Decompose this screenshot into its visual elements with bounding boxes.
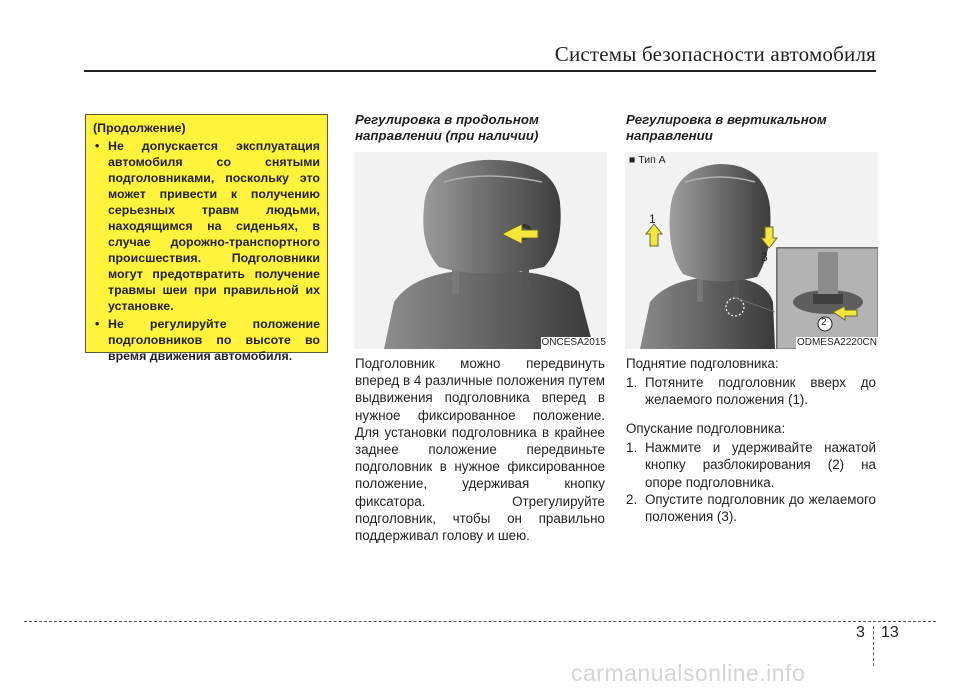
forward-heading: Регулировка в продольном направлении (при наличии) <box>355 112 539 143</box>
vertical-heading: Регулировка в вертикальном направлении <box>626 112 827 143</box>
figure-forward-adjust <box>354 152 607 349</box>
header-rule <box>84 70 876 72</box>
raise-section <box>626 355 876 409</box>
callout-1: 1 <box>649 212 656 226</box>
headrest-forward-illustration <box>354 152 607 349</box>
step-number: 2. <box>626 491 638 507</box>
lower-title: Опускание подголовника: <box>626 421 786 436</box>
figure-type-label: ■ Тип A <box>629 154 666 166</box>
figure-code: ONCESA2015 <box>541 337 606 348</box>
page-number: 13 <box>881 624 899 641</box>
step-text: Нажмите и удерживайте нажатой кнопку разблокирования (2) на опоре подголовника. <box>645 440 876 490</box>
step-text: Потяните подголовник вверх до желаемого положения (1). <box>645 375 876 408</box>
chapter-number: 3 <box>856 624 865 641</box>
forward-body: Подголовник можно передвинуть вперед в 4 различные положения путем выдвижения подголовника вперед в нужное фиксированное положение. Для установки подголовника в крайнее заднее положение передвиньте подголовник в нужное фиксированное положение, удерживая кнопку фиксатора. Отрегулируйте подголовник, чтобы он правильно поддерживал голову и шею. <box>355 356 605 544</box>
list-item <box>626 491 876 525</box>
lower-section <box>626 420 876 525</box>
figure-code: ODMESA2220CN <box>796 337 877 348</box>
warning-box <box>85 114 328 363</box>
lower-steps <box>626 439 876 525</box>
step-number: 1. <box>626 440 638 456</box>
warning-bullet: • Не допускается эксплуатация автомобиля со снятыми подголовниками, поскольку это может привести к получению серьезных травм людьми, находящимся на сиденьях, в случае дорожно-транспортного происшествия. Подголовники могут предотвратить получение травмы шеи при правильной их установке. <box>93 138 320 314</box>
headrest-vertical-illustration <box>625 152 878 349</box>
section-title: Системы безопасности автомобиля <box>554 42 876 66</box>
warning-list <box>93 138 320 364</box>
list-item <box>626 374 876 408</box>
footer-rule <box>24 621 936 622</box>
figure-vertical-adjust <box>625 152 878 349</box>
warning-bullet: • Не регулируйте положение подголовников по высоте во время движения автомобиля. <box>93 316 320 364</box>
list-item <box>626 439 876 491</box>
watermark: carmanualsonline.info <box>571 660 806 686</box>
callout-3: 3 <box>761 250 768 264</box>
raise-steps <box>626 374 876 408</box>
raise-title: Поднятие подголовника: <box>626 356 779 371</box>
warning-continued: (Продолжение) <box>93 121 186 135</box>
callout-2: 2 <box>821 317 827 328</box>
footer-separator <box>873 626 874 666</box>
step-number: 1. <box>626 375 638 391</box>
step-text: Опустите подголовник до желаемого положения (3). <box>645 491 876 525</box>
